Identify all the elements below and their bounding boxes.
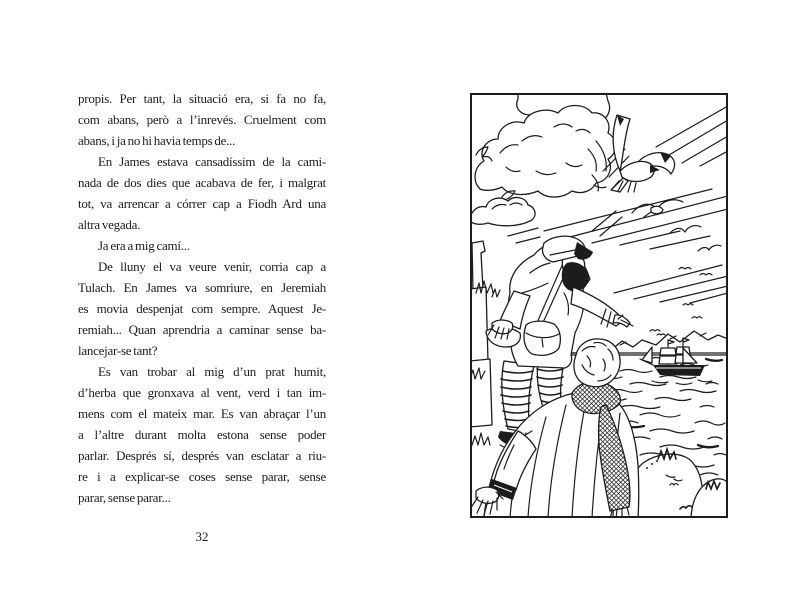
text-line: com abans, però a l’inrevés. Cruelment com — [78, 112, 326, 127]
text-line: Es van trobar al mig d’un prat humit, — [98, 364, 326, 379]
text-line: De lluny el va veure venir, corria cap a — [98, 259, 326, 274]
text-line: parlar. Després sí, després van esclatar a riu- — [78, 448, 326, 463]
text-line: es movia despenjat com sempre. Aquest Je- — [78, 301, 326, 316]
text-block — [78, 88, 326, 508]
text-line: Ja era a mig camí... — [98, 238, 190, 253]
text-line: altra vegada. — [78, 217, 141, 232]
text-line: remiah... Quan aprendria a caminar sense ba- — [78, 322, 326, 337]
text-line: En James estava cansadíssim de la cami- — [98, 154, 326, 169]
text-line: Tulach. En James va somriure, en Jeremiah — [78, 280, 326, 295]
text-line: nada de dos dies que acabava de fer, i malgrat — [78, 175, 326, 190]
text-line: abans, i ja no hi havia temps de... — [78, 133, 236, 148]
text-line: tot, va arrencar a córrer cap a Fiodh Ard una — [78, 196, 326, 211]
clouds-group — [470, 93, 616, 226]
text-line: a l’altre durant molta estona sense poder — [78, 427, 326, 442]
book-illustration — [470, 93, 728, 518]
page-number: 32 — [195, 529, 209, 544]
text-line: mens com el mateix mar. Es van abraçar l’un — [78, 406, 326, 421]
boulders — [626, 449, 728, 518]
text-line: d’herba que gronxava al vent, verd i tan im- — [78, 385, 326, 400]
text-line: propis. Per tant, la situació era, si fa no fa, — [78, 91, 326, 106]
text-line: parar, sense parar... — [78, 490, 171, 505]
page-right — [470, 93, 728, 518]
text-line: re i a explicar-se coses sense parar, sense — [78, 469, 326, 484]
seagull-large — [611, 115, 675, 192]
text-line: lancejar-se tant? — [78, 343, 158, 358]
